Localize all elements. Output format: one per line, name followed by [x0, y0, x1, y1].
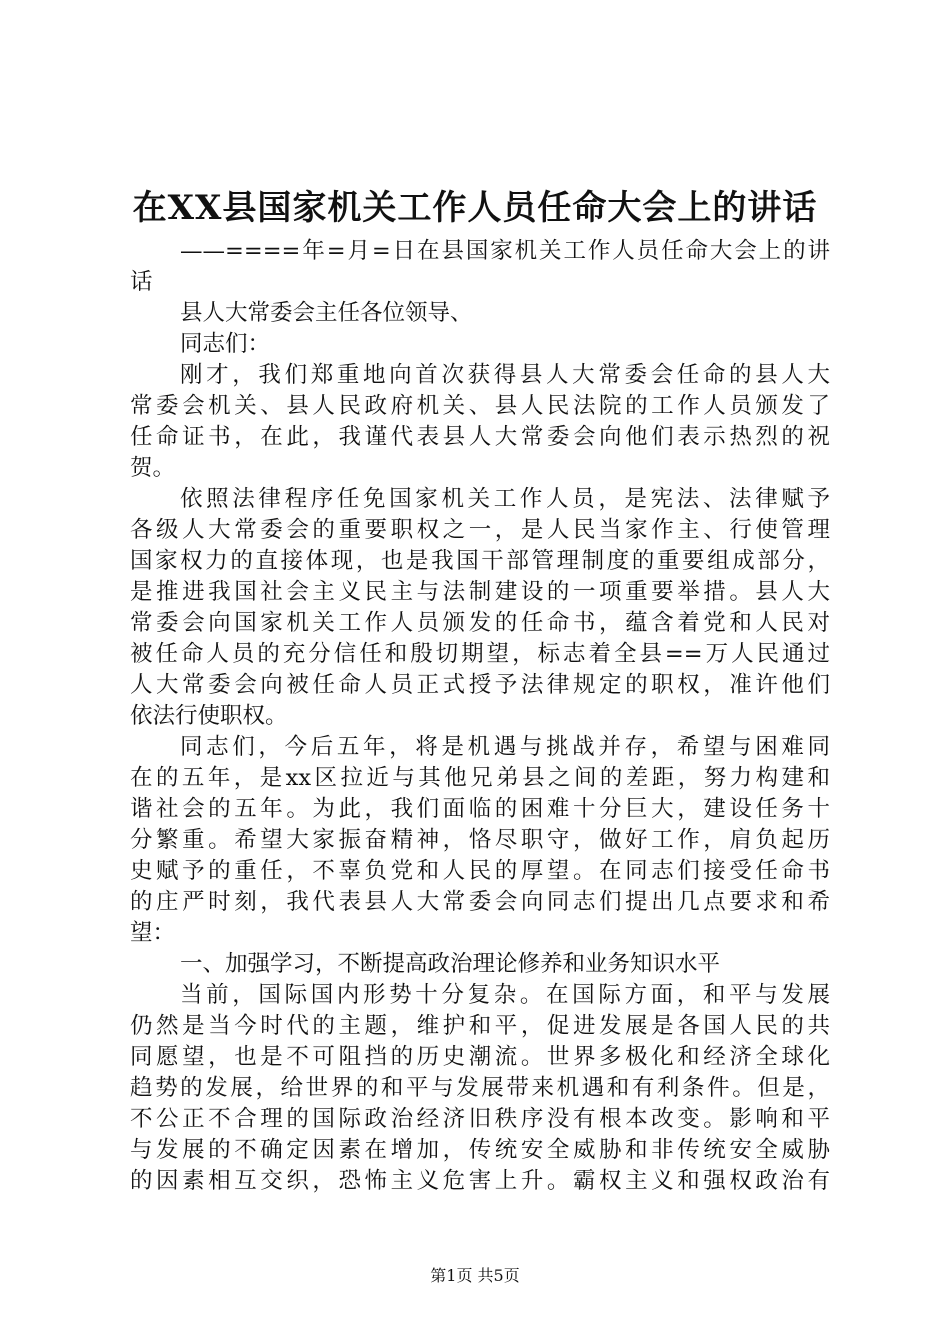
body-line: 各级人大常委会的重要职权之一，是人民当家作主、行使管理	[130, 517, 830, 543]
body-line: 依照法律程序任免国家机关工作人员，是宪法、法律赋予	[180, 486, 830, 512]
body-line: 常委会机关、县人民政府机关、县人民法院的工作人员颁发了	[130, 393, 830, 419]
body-line: 话	[130, 269, 153, 295]
body-line: 仍然是当今时代的主题，维护和平，促进发展是各国人民的共	[130, 1013, 830, 1039]
body-line: 人大常委会向被任命人员正式授予法律规定的职权，准许他们	[130, 672, 830, 698]
body-line: 不公正不合理的国际政治经济旧秩序没有根本改变。影响和平	[130, 1106, 830, 1132]
body-line: 史赋予的重任，不辜负党和人民的厚望。在同志们接受任命书	[130, 858, 830, 884]
body-line: 在的五年，是xx区拉近与其他兄弟县之间的差距，努力构建和	[130, 765, 830, 791]
body-line: 县人大常委会主任各位领导、	[180, 300, 473, 326]
body-line: 贺。	[130, 455, 176, 481]
body-line: 同志们：	[180, 331, 271, 357]
body-line: 依法行使职权。	[130, 703, 288, 729]
body-line: 被任命人员的充分信任和殷切期望，标志着全县==万人民通过	[130, 641, 830, 667]
body-line: 一、加强学习，不断提高政治理论修养和业务知识水平	[180, 951, 721, 977]
body-line: ——====年=月=日在县国家机关工作人员任命大会上的讲	[180, 238, 830, 264]
body-line: 常委会向国家机关工作人员颁发的任命书，蕴含着党和人民对	[130, 610, 830, 636]
document-title: 在XX县国家机关工作人员任命大会上的讲话	[132, 188, 818, 228]
body-line: 趋势的发展，给世界的和平与发展带来机遇和有利条件。但是，	[130, 1075, 830, 1101]
body-line: 的庄严时刻，我代表县人大常委会向同志们提出几点要求和希	[130, 889, 830, 915]
body-line: 分繁重。希望大家振奋精神，恪尽职守，做好工作，肩负起历	[130, 827, 830, 853]
body-line: 国家权力的直接体现，也是我国干部管理制度的重要组成部分，	[130, 548, 830, 574]
body-line: 是推进我国社会主义民主与法制建设的一项重要举措。县人大	[130, 579, 830, 605]
document-body	[130, 236, 830, 1197]
body-line: 望：	[130, 920, 176, 946]
body-line: 同愿望，也是不可阻挡的历史潮流。世界多极化和经济全球化	[130, 1044, 830, 1070]
page-number-footer: 第1页 共5页	[430, 1266, 520, 1285]
body-line: 与发展的不确定因素在增加，传统安全威胁和非传统安全威胁	[130, 1137, 830, 1163]
body-line: 的因素相互交织，恐怖主义危害上升。霸权主义和强权政治有	[130, 1168, 830, 1194]
body-line: 同志们，今后五年，将是机遇与挑战并存，希望与困难同	[180, 734, 830, 760]
body-line: 当前，国际国内形势十分复杂。在国际方面，和平与发展	[180, 982, 830, 1008]
body-line: 任命证书，在此，我谨代表县人大常委会向他们表示热烈的祝	[130, 424, 830, 450]
body-line: 谐社会的五年。为此，我们面临的困难十分巨大，建设任务十	[130, 796, 830, 822]
body-line: 刚才，我们郑重地向首次获得县人大常委会任命的县人大	[180, 362, 830, 388]
